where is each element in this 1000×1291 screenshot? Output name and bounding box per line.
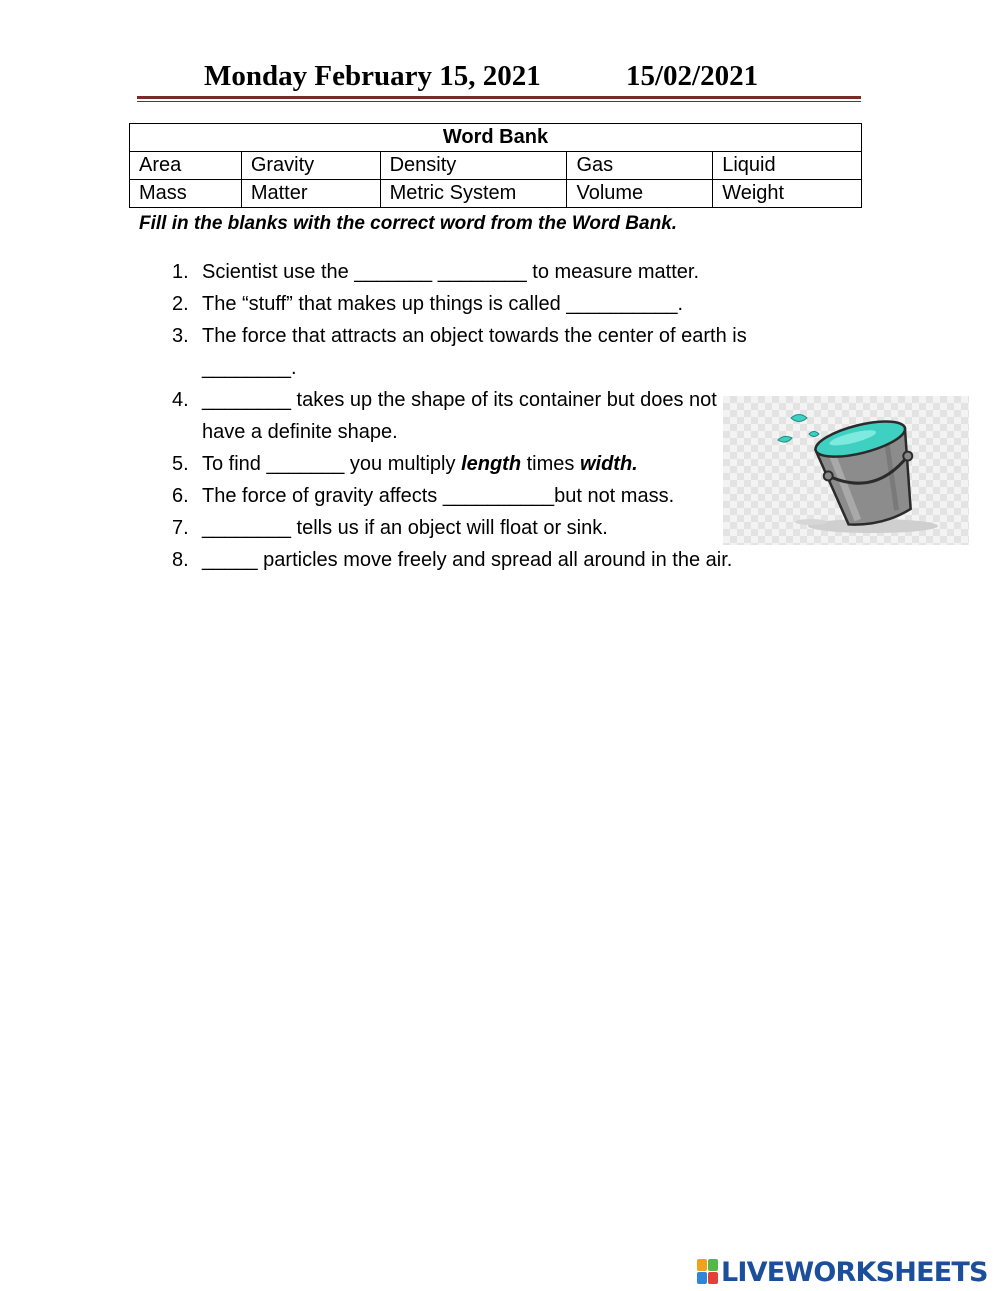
question-item — [160, 448, 800, 480]
question-number: 6. — [172, 485, 189, 507]
question-number: 7. — [172, 517, 189, 539]
question-number: 8. — [172, 549, 189, 571]
question-number: 3. — [172, 325, 189, 347]
question-item — [160, 544, 800, 576]
word-bank-cell: Density — [380, 152, 567, 180]
question-text: ________ tells us if an object will float or sink. — [202, 517, 608, 539]
header-rule-thick — [137, 96, 861, 99]
question-text: The “stuff” that makes up things is called __________. — [202, 293, 684, 315]
word-bank-row — [130, 180, 862, 208]
question-item — [160, 288, 800, 320]
logo-square-icon — [697, 1272, 707, 1284]
question-text-middle: times — [521, 453, 580, 475]
logo-square-icon — [708, 1272, 718, 1284]
question-number: 2. — [172, 293, 189, 315]
question-text: The force of gravity affects __________but not mass. — [202, 485, 675, 507]
instructions-text: Fill in the blanks with the correct word from the Word Bank. — [139, 213, 678, 234]
word-bank-title: Word Bank — [130, 124, 862, 152]
question-text: The force that attracts an object towards the center of earth is ________. — [202, 325, 747, 379]
question-text: _____ particles move freely and spread all around in the air. — [202, 549, 733, 571]
question-number: 4. — [172, 389, 189, 411]
word-bank-cell: Weight — [713, 180, 862, 208]
question-item — [160, 480, 800, 512]
header-date-numeric: 15/02/2021 — [626, 60, 759, 92]
liveworksheets-wordmark: LIVEWORKSHEETS — [721, 1256, 988, 1288]
liveworksheets-logo — [697, 1255, 988, 1289]
emphasis-length: length — [461, 453, 522, 475]
question-item — [160, 384, 800, 448]
question-number: 5. — [172, 453, 189, 475]
bucket-illustration — [723, 396, 969, 545]
logo-square-icon — [708, 1259, 718, 1271]
logo-square-icon — [697, 1259, 707, 1271]
emphasis-width: width. — [579, 453, 638, 475]
page-header — [137, 56, 861, 96]
word-bank-cell: Area — [130, 152, 242, 180]
liveworksheets-icon — [697, 1259, 719, 1285]
bucket-icon — [723, 396, 969, 545]
word-bank-table — [129, 123, 862, 208]
word-bank-row — [130, 152, 862, 180]
question-text: ________ takes up the shape of its container but does not have a definite shape. — [202, 389, 717, 443]
word-bank-cell: Matter — [241, 180, 380, 208]
question-item — [160, 512, 800, 544]
header-rule-thin — [137, 101, 861, 102]
word-bank-cell: Volume — [567, 180, 713, 208]
question-text: Scientist use the _______ ________ to measure matter. — [202, 261, 700, 283]
word-bank-title-row — [130, 124, 862, 152]
word-bank-cell: Metric System — [380, 180, 567, 208]
header-date-text: Monday February 15, 2021 — [204, 60, 541, 92]
word-bank-cell: Mass — [130, 180, 242, 208]
word-bank-cell: Gas — [567, 152, 713, 180]
question-list — [160, 256, 800, 576]
question-text-start: To find _______ you multiply — [202, 453, 462, 475]
word-bank-cell: Gravity — [241, 152, 380, 180]
question-item — [160, 320, 800, 384]
question-number: 1. — [172, 261, 189, 283]
question-item — [160, 256, 800, 288]
word-bank-cell: Liquid — [713, 152, 862, 180]
